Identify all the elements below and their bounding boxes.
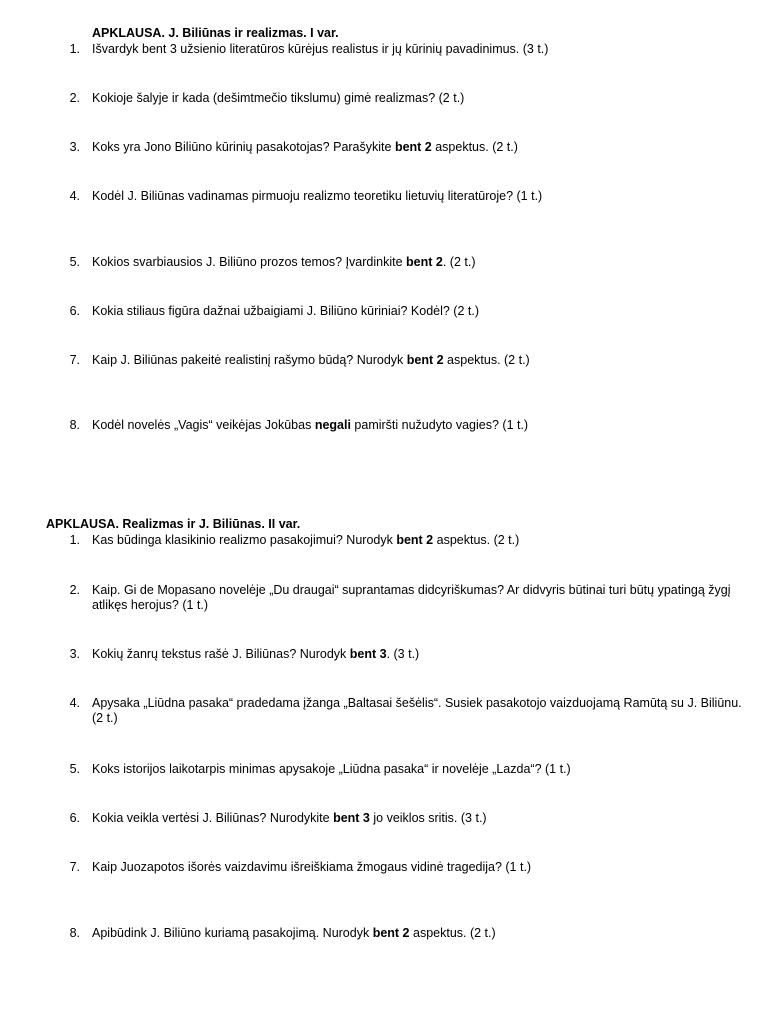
question-text [92,255,742,270]
emphasis-text: bent 2 [396,533,434,547]
question-text-part: aspektus. (2 t.) [433,533,520,547]
question-text [92,140,742,155]
question-number: 8. [69,926,80,940]
question-number: 3. [69,140,80,154]
question-text-part: Koks istorijos laikotarpis minimas apysakoje „Liūdna pasaka“ ir novelėje „Lazda“? (1 t.) [92,762,571,776]
question-text-part: Kokioje šalyje ir kada (dešimtmečio tikslumu) gimė realizmas? (2 t.) [92,91,465,105]
question-text [92,647,742,662]
question-text-part: Kaip J. Biliūnas pakeitė realistinį rašymo būdą? Nurodyk [92,353,407,367]
question-text-part: Kaip Juozapotos išorės vaizdavimu išreiškiama žmogaus vidinė tragedija? (1 t.) [92,860,532,874]
question-text-part: Išvardyk bent 3 užsienio literatūros kūrėjus realistus ir jų kūrinių pavadinimus. (3 t.) [92,42,549,56]
emphasis-text: bent 2 [372,926,410,940]
question-text-part: Apysaka „Liūdna pasaka“ pradedama įžanga „Baltasai šešėlis“. Susiek pasakotojo vaizduojamą Ramūtą su J. Biliūnu. (2 t.) [92,696,742,725]
question-text-part: Koks yra Jono Biliūno kūrinių pasakotojas? Parašykite [92,140,395,154]
question-text-part: Kokių žanrų tekstus rašė J. Biliūnas? Nurodyk [92,647,350,661]
question-text [92,42,742,57]
question-number: 6. [69,304,80,318]
emphasis-text: bent 2 [394,140,432,154]
question-number: 6. [69,811,80,825]
question-text-part: Kokios svarbiausios J. Biliūno prozos temos? Įvardinkite [92,255,407,269]
question-text [92,353,742,368]
question-text-part: Apibūdink J. Biliūno kuriamą pasakojimą. Nurodyk [92,926,373,940]
question-text [92,926,742,941]
question-text-part: . (3 t.) [386,647,420,661]
question-number: 5. [69,255,80,269]
question-text-part: Kokia veikla vertėsi J. Biliūnas? Nurodykite [92,811,334,825]
emphasis-text: bent 3 [333,811,370,825]
emphasis-text: bent 2 [406,353,444,367]
question-text [92,304,742,319]
question-text [92,189,742,204]
question-number: 5. [69,762,80,776]
question-number: 1. [69,42,80,56]
question-text [92,418,742,433]
section-1-title: APKLAUSA. J. Biliūnas ir realizmas. I var. [92,26,339,40]
question-text [92,811,742,826]
question-text-part: aspektus. (2 t.) [443,353,530,367]
question-number: 2. [69,91,80,105]
question-text-part: aspektus. (2 t.) [431,140,518,154]
question-number: 4. [69,696,80,710]
question-text-part: aspektus. (2 t.) [409,926,496,940]
question-text [92,860,742,875]
question-text-part: Kas būdinga klasikinio realizmo pasakojimui? Nurodyk [92,533,397,547]
section-2-title: APKLAUSA. Realizmas ir J. Biliūnas. II var. [46,517,301,531]
emphasis-text: bent 3 [349,647,387,661]
question-text [92,762,742,777]
question-number: 2. [69,583,80,597]
emphasis-text: negali [314,418,351,432]
question-text [92,696,742,726]
question-text-part: Kodėl J. Biliūnas vadinamas pirmuoju realizmo teoretiku lietuvių literatūroje? (1 t.) [92,189,543,203]
question-text [92,91,742,106]
question-text-part: jo veiklos sritis. (3 t.) [369,811,487,825]
emphasis-text: bent 2 [406,255,443,269]
question-number: 3. [69,647,80,661]
question-number: 7. [69,860,80,874]
question-number: 4. [69,189,80,203]
question-number: 1. [69,533,80,547]
question-text-part: pamiršti nužudyto vagies? (1 t.) [350,418,529,432]
question-number: 8. [69,418,80,432]
question-number: 7. [69,353,80,367]
question-text-part: Kodėl novelės „Vagis“ veikėjas Jokūbas [92,418,315,432]
question-text-part: Kokia stiliaus figūra dažnai užbaigiami J. Biliūno kūriniai? Kodėl? (2 t.) [92,304,480,318]
question-text [92,533,742,548]
question-text-part: Kaip. Gi de Mopasano novelėje „Du draugai“ suprantamas didcyriškumas? Ar didvyris būtinai turi būtų ypatingą žygį atlikęs herojus? (1 t.) [92,583,731,612]
question-text-part: . (2 t.) [442,255,476,269]
question-text [92,583,742,613]
